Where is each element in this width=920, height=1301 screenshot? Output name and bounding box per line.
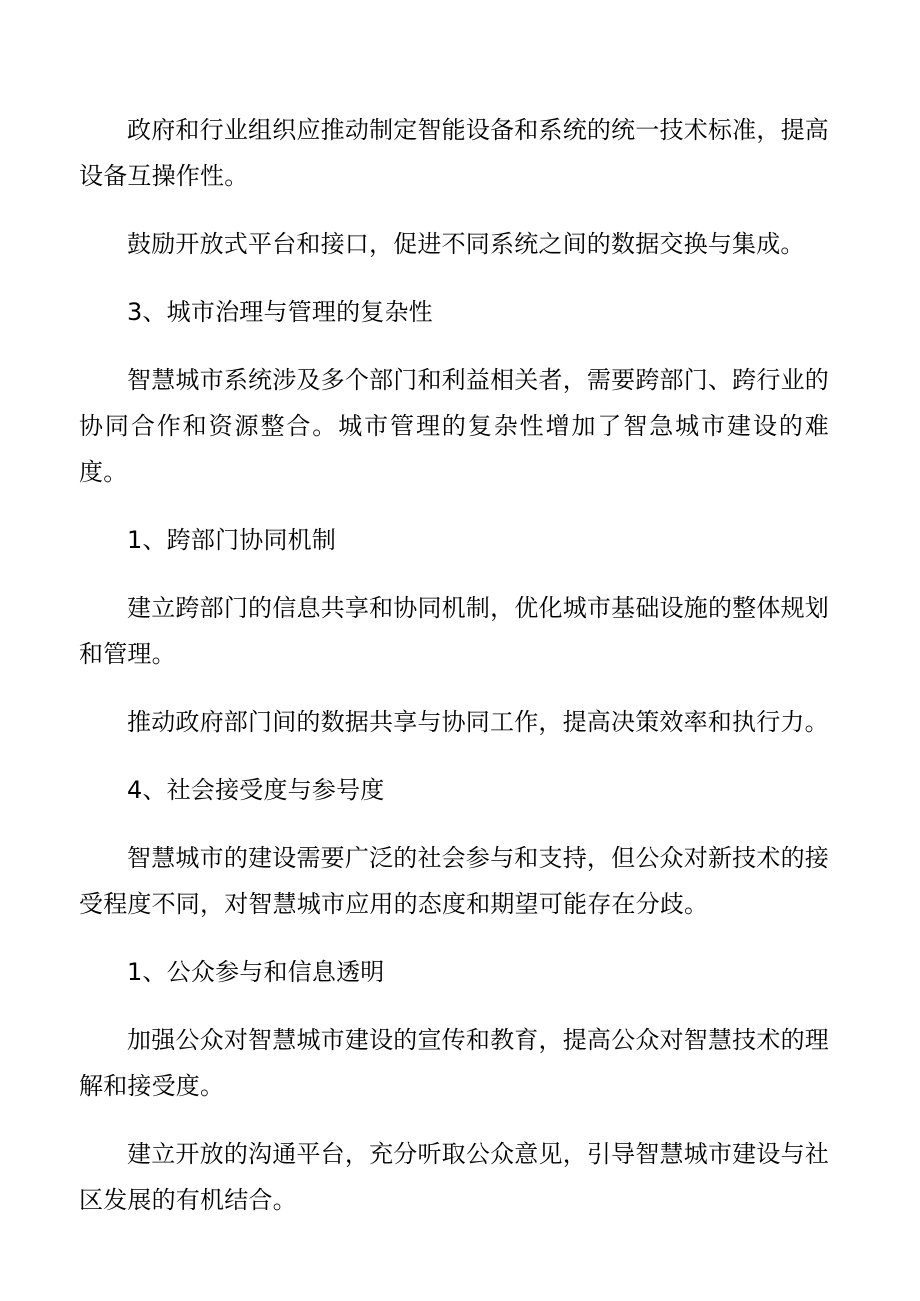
section-heading-governance: 3、城市治理与管理的复杂性 [127,298,433,326]
document-body [79,107,829,1245]
paragraph-data-sharing: 推动政府部门间的数据共享与协同工作，提高决策效率和执行力。 [127,708,829,736]
paragraph-communication-platform: 建立开放的沟通平台，充分听取公众意见，引导智慧城市建设与社区发展的有机结合。 [79,1140,829,1214]
subheading-cross-department: 1、跨部门协同机制 [127,526,337,554]
paragraph-public-education: 加强公众对智慧城市建设的宣传和教育，提高公众对智慧技术的理解和接受度。 [79,1026,829,1100]
paragraph-info-sharing: 建立跨部门的信息共享和协同机制，优化城市基础设施的整体规划和管理。 [79,594,829,668]
subheading-public-participation: 1、公众参与和信息透明 [127,958,385,986]
paragraph-social-participation: 智慧城市的建设需要广泛的社会参与和支持，但公众对新技术的接受程度不同，对智慧城市应用的态度和期望可能存在分歧。 [79,844,829,918]
section-heading-social-acceptance: 4、社会接受度与参号度 [127,776,385,804]
paragraph-governance-complexity: 智慧城市系统涉及多个部门和利益相关者，需要跨部门、跨行业的协同合作和资源整合。城市管理的复杂性增加了智急城市建设的难度。 [79,366,829,486]
paragraph-standards: 政府和行业组织应推动制定智能设备和系统的统一技术标准，提高设备互操作性。 [79,116,829,190]
paragraph-open-platforms: 鼓励开放式平台和接口，促进不同系统之间的数据交换与集成。 [127,230,805,258]
